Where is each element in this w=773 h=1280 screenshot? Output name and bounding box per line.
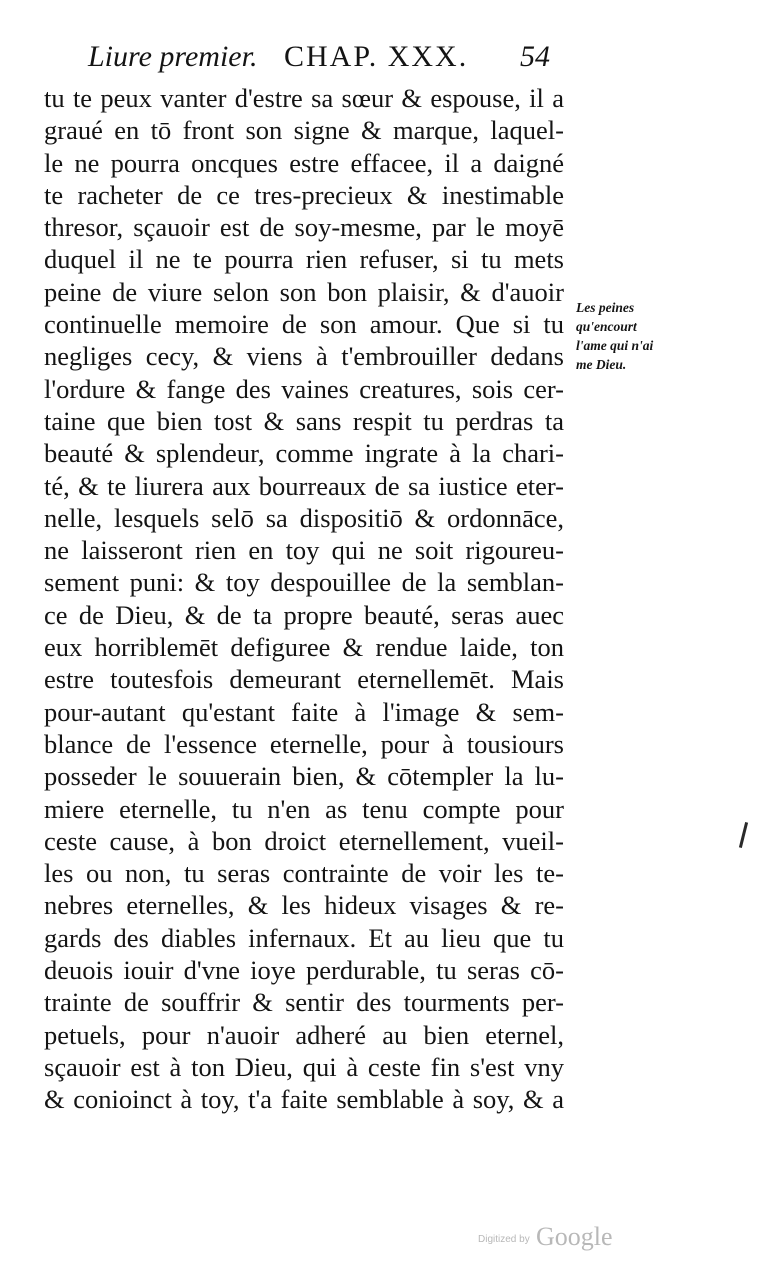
- text-line: estre toutesfois demeurant eternellemēt. Mais: [44, 664, 564, 695]
- watermark-prefix: Digitized by: [478, 1234, 530, 1245]
- page-number: 54: [520, 40, 550, 73]
- text-line: negliges cecy, & viens à t'embrouiller dedans: [44, 341, 564, 372]
- text-line: té, & te liurera aux bourreaux de sa iustice eter-: [44, 470, 564, 501]
- text-line: pour-autant qu'estant faite à l'image & sem-: [44, 696, 564, 727]
- text-line: beauté & splendeur, comme ingrate à la chari-: [44, 438, 564, 469]
- marginal-note-line: Les peines: [576, 300, 635, 315]
- marginal-note-line: me Dieu.: [576, 357, 627, 372]
- text-line: les ou non, tu seras contrainte de voir les te-: [44, 858, 564, 889]
- text-line: sement puni: & toy despouillee de la semblan-: [44, 567, 564, 598]
- text-line: deuois iouir d'vne ioye perdurable, tu seras cō-: [44, 955, 564, 986]
- watermark-brand: Google: [536, 1222, 613, 1251]
- text-line: taine que bien tost & sans respit tu perdras ta: [44, 405, 564, 436]
- text-line: sçauoir est à ton Dieu, qui à ceste fin s'est vny: [44, 1051, 564, 1082]
- text-line: duquel il ne te pourra rien refuser, si tu mets: [44, 244, 564, 275]
- text-line: tu te peux vanter d'estre sa sœur & espouse, il a: [44, 83, 564, 113]
- text-line: graué en tō front son signe & marque, laquel-: [44, 115, 564, 146]
- running-head: [88, 40, 568, 84]
- marginal-note-line: qu'encourt: [576, 319, 637, 334]
- text-line: nebres eternelles, & les hideux visages & re-: [44, 890, 564, 921]
- text-line: trainte de souffrir & sentir des tourments per-: [44, 987, 564, 1018]
- text-line: miere eternelle, tu n'en as tenu compte pour: [44, 793, 564, 824]
- text-line: le ne pourra oncques estre effacee, il a daigné: [44, 147, 564, 178]
- text-line: te racheter de ce tres-precieux & inestimable: [44, 179, 564, 210]
- body-text: [44, 82, 564, 1116]
- text-line: eux horriblemēt defiguree & rendue laide, ton: [44, 632, 564, 663]
- text-line: nelle, lesquels selō sa dispositiō & ordonnāce,: [44, 502, 564, 533]
- text-line: l'ordure & fange des vaines creatures, sois cer-: [44, 373, 564, 404]
- text-line: blance de l'essence eternelle, pour à tousiours: [44, 728, 564, 759]
- text-line: continuelle memoire de son amour. Que si tu: [44, 309, 564, 340]
- text-line: peine de viure selon son bon plaisir, & d'auoir: [44, 276, 564, 307]
- marginal-note: [576, 298, 666, 374]
- text-line: posseder le souuerain bien, & cōtempler la lu-: [44, 761, 564, 792]
- text-line: ceste cause, à bon droict eternellement, vueil-: [44, 825, 564, 856]
- text-line: petuels, pour n'auoir adheré au bien eternel,: [44, 1019, 564, 1050]
- text-line: thresor, sçauoir est de soy-mesme, par le moyē: [44, 212, 564, 243]
- marginal-note-line: l'ame qui n'ai: [576, 338, 654, 353]
- chapter-heading: CHAP. XXX.: [284, 40, 469, 73]
- book-title: Liure premier.: [88, 40, 258, 73]
- text-line: gards des diables infernaux. Et au lieu que tu: [44, 922, 564, 953]
- text-line: ce de Dieu, & de ta propre beauté, seras auec: [44, 599, 564, 630]
- digitization-watermark: [478, 1222, 638, 1254]
- text-line: & conioinct à toy, t'a faite semblable à soy, & a: [44, 1084, 564, 1115]
- ink-mark: [739, 822, 748, 848]
- text-line: ne laisseront rien en toy qui ne soit rigoureu-: [44, 535, 564, 566]
